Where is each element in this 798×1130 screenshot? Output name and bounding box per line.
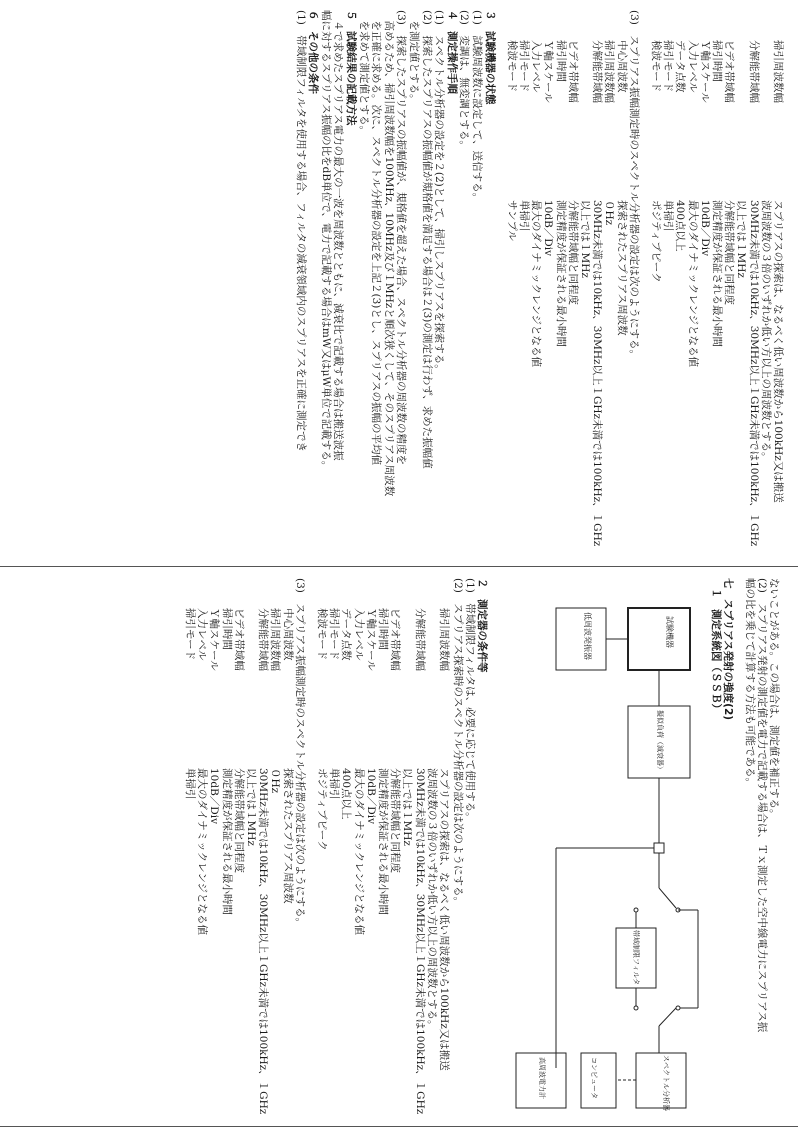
intro-line: ないことがある。この場合は、測定値を補正する。 [768, 578, 780, 820]
setting-label: ビデオ帯域幅 [389, 608, 402, 671]
body-line: を正確に求める。次に、スペクトル分析器の設定を上記２(3)とし、スプリアスの振幅の平均値 [370, 10, 383, 466]
setting-label: 掃引時間 [711, 40, 723, 82]
setting-value: ポジティブピーク [316, 768, 328, 851]
bottom-half-text [8, 578, 788, 1126]
setting-label: 分解能帯域幅 [591, 40, 604, 103]
setting-label: ビデオ帯域幅 [566, 40, 579, 103]
section-heading: ４ 測定操作手順 [445, 10, 458, 94]
setting-label: 中心周波数 [615, 40, 628, 93]
setting-value: 30MHz未満では10kHz、30MHz以上１GHz未満では100kHz、１GHz [747, 200, 760, 547]
setting-value: 10dB／Div [542, 200, 555, 257]
setting-label: データ点数 [340, 608, 353, 661]
switch-line [659, 1008, 676, 1026]
setting-label: ビデオ帯域幅 [723, 40, 736, 103]
setting-value: 探索されたスプリアス周波数 [615, 200, 628, 336]
body-line: (1) スペクトル分析器の設定を２(2)として、掃引しスプリアスを探索する。 [433, 10, 446, 375]
computer-label: コンピュータ [590, 1057, 598, 1099]
setting-label: 分解能帯域幅 [413, 608, 426, 671]
setting-label: 掃引時間 [554, 40, 567, 82]
setting-value: 単掃引 [662, 200, 675, 232]
setting-value: 10dB／Div [698, 200, 711, 257]
setting-value: 分解能帯域幅と同程度 [723, 200, 736, 305]
setting-value: 波周波数の３倍のいずれか低い方以上の周波数とする。 [425, 768, 438, 1031]
top-half-text [8, 10, 788, 558]
setting-label: Ｙ軸スケール [698, 40, 711, 103]
setting-value: 単掃引 [518, 200, 530, 232]
setting-value: 最大のダイナミックレンジとなる値 [196, 768, 209, 936]
setting-label: Ｙ軸スケール [364, 608, 377, 671]
intro-line: 幅の比を乗じて計算する方法も可能である。 [744, 578, 756, 788]
setting-value: サンプル [505, 200, 518, 242]
setting-value: ０Hz [603, 200, 616, 226]
setting-label: 分解能帯域幅 [747, 40, 760, 103]
setting-value: 以上では１MHz [735, 200, 748, 278]
coupler [654, 843, 664, 853]
setting-value: ０Hz [269, 768, 282, 794]
measurement-diagram [506, 598, 706, 1118]
setting-label: 検波モード [650, 40, 662, 93]
setting-label: Ｙ軸スケール [208, 608, 221, 671]
lf-oscillator-label: 低周波発振器 [583, 612, 592, 660]
setting-value: 最大のダイナミックレンジとなる値 [352, 768, 365, 936]
setting-value: 400点以上 [340, 768, 353, 820]
setting-label: 掃引時間 [377, 608, 389, 650]
setting-value: 30MHz未満では10kHz、30MHz以上１GHz未満では100kHz、１GHz [413, 768, 426, 1115]
intro-line: (2) スプリアス発射の測定値を電力で記載する場合は、Ｔｘ測定した空中線電力にスプリアス振 [756, 578, 768, 1033]
body-line: (3) 探索したスプリアスの振幅値が、規格値を超えた場合、スペクトル分析器の周波数の精度を [395, 10, 408, 466]
chapter-heading: 七 スプリアス発射の強度(2) [722, 578, 734, 721]
setting-value: 最大のダイナミックレンジとなる値 [686, 200, 699, 368]
setting-value: 測定精度が保証される最小時間 [220, 768, 233, 915]
setting-value: 測定精度が保証される最小時間 [554, 200, 567, 347]
setting-value: 測定精度が保証される最小時間 [711, 200, 723, 347]
test-device-label: 試験機器 [665, 616, 674, 648]
body-line: 幅に対するスプリアス振幅の比をdB単位で、電力で記載する場合はmW又はμW単位で記載する。 [319, 10, 332, 472]
setting-label: 分解能帯域幅 [257, 608, 270, 671]
setting-label: 中心周波数 [281, 608, 294, 661]
setting-value: 分解能帯域幅と同程度 [389, 768, 402, 873]
switch-contact [676, 1006, 680, 1010]
setting-value: 測定精度が保証される最小時間 [377, 768, 389, 915]
section-heading: ５ 試験結果の記載方法 [345, 10, 357, 126]
switch-contact [634, 908, 638, 912]
section-heading: ２ 測定器の条件等 [476, 578, 488, 673]
setting-label: 検波モード [505, 40, 518, 93]
setting-value: 波周波数の３倍のいずれか低い方以上の周波数とする。 [759, 200, 772, 463]
setting-value: 単掃引 [184, 768, 196, 800]
setting-value: 探索されたスプリアス周波数 [281, 768, 294, 904]
switch-contact [634, 1006, 638, 1010]
half-divider [0, 566, 798, 567]
setting-value: 以上では１MHz [245, 768, 257, 846]
setting-label: 掃引周波数幅 [772, 40, 784, 103]
setting-label: ビデオ帯域幅 [232, 608, 245, 671]
section-heading: ６ その他の条件 [307, 10, 320, 94]
setting-value: 10dB／Div [364, 768, 377, 825]
body-line: (1) 帯域制限フィルタは、必要に応じて使用する。 [464, 578, 476, 823]
body-line: ４で求めたスプリアス電力の最大の一波を周波数とともに、減衰比で記載する場合は搬送波振 [332, 10, 345, 461]
setting-value: 400点以上 [674, 200, 687, 252]
body-line: (2) 変調は、無変調とする。 [458, 10, 471, 151]
bottom-half [8, 578, 788, 1126]
setting-value: ポジティブピーク [650, 200, 662, 283]
body-line: (1) 試験周波数に設定して、送信する。 [471, 10, 483, 204]
setting-label: 掃引モード [328, 608, 341, 661]
setting-label: 掃引周波数幅 [438, 608, 450, 671]
setting-value: スプリアスの探索は、なるべく低い周波数から100kHz又は搬送 [772, 200, 784, 503]
setting-value: 最大のダイナミックレンジとなる値 [530, 200, 543, 368]
spectrum-analyzer-label: スペクトル分析器 [662, 1055, 670, 1111]
setting-value: 10dB／Div [208, 768, 221, 825]
setting-label: 掃引モード [662, 40, 675, 93]
setting-label: 掃引モード [184, 608, 196, 661]
setting-label: 掃引モード [518, 40, 530, 93]
body-line: (2) 探索したスプリアスの振幅値が規格値を満足する場合は２(3)の測定は行わず、求めた振幅値 [420, 10, 433, 469]
switch-line [659, 888, 676, 908]
setting-value: 以上では１MHz [401, 768, 414, 846]
setting-value: 分解能帯域幅と同程度 [566, 200, 579, 305]
setting-label: 検波モード [316, 608, 328, 661]
attenuator-label: 擬似負荷（減衰器） [656, 710, 664, 773]
body-line: (2) スプリアス探索時のスペクトル分析器の設定は次のようにする。 [452, 578, 464, 908]
setting-label: Ｙ軸スケール [542, 40, 555, 103]
power-meter-label: 高周波電力計 [538, 1057, 546, 1099]
filter-label: 帯域制限フィルタ [632, 930, 640, 986]
setting-label: 掃引周波数幅 [269, 608, 282, 671]
body-line: を求めて測定値とする。 [357, 10, 370, 136]
top-half [8, 10, 788, 558]
setting-value: 30MHz未満では10kHz、30MHz以上１GHz未満では100kHz、１GHz [591, 200, 604, 547]
setting-value: 30MHz未満では10kHz、30MHz以上１GHz未満では100kHz、１GHz [257, 768, 270, 1115]
setting-label: 掃引時間 [220, 608, 233, 650]
setting-value: 分解能帯域幅と同程度 [232, 768, 245, 873]
body-line: を測定値とする。 [408, 10, 420, 105]
setting-label: 入力レベル [530, 40, 543, 93]
setting-label: データ点数 [674, 40, 687, 93]
setting-label: 入力レベル [196, 608, 209, 661]
setting-value: 単掃引 [328, 768, 341, 800]
test-device-box [628, 608, 690, 670]
section-heading: ３ 試験機器の状態 [483, 10, 496, 105]
setting-value: スプリアスの探索は、なるべく低い周波数から100kHz又は搬送 [438, 768, 450, 1071]
diagram-heading: １ 測定系統図（ＳＳＢ） [710, 588, 722, 714]
item3-heading: (3) スプリアス振幅測定時のスペクトル分析器の設定は次のようにする。 [293, 578, 306, 929]
body-line: (1) 帯域制限フィルタを使用する場合、フィルタの減衰領域内のスプリアスを正確に測定でき [294, 10, 307, 453]
body-line: 高めるため、掃引周波数幅を100MHz、10MHz及び１MHzと順次狭くして、そのスプリアス周波数 [382, 10, 395, 497]
item3-heading: (3) スプリアス振幅測定時のスペクトル分析器の設定は次のようにする。 [627, 10, 640, 361]
setting-label: 掃引周波数幅 [603, 40, 616, 103]
bottom-divider [0, 1126, 798, 1127]
setting-value: 以上では１MHz [579, 200, 591, 278]
setting-label: 入力レベル [686, 40, 699, 93]
setting-label: 入力レベル [352, 608, 365, 661]
